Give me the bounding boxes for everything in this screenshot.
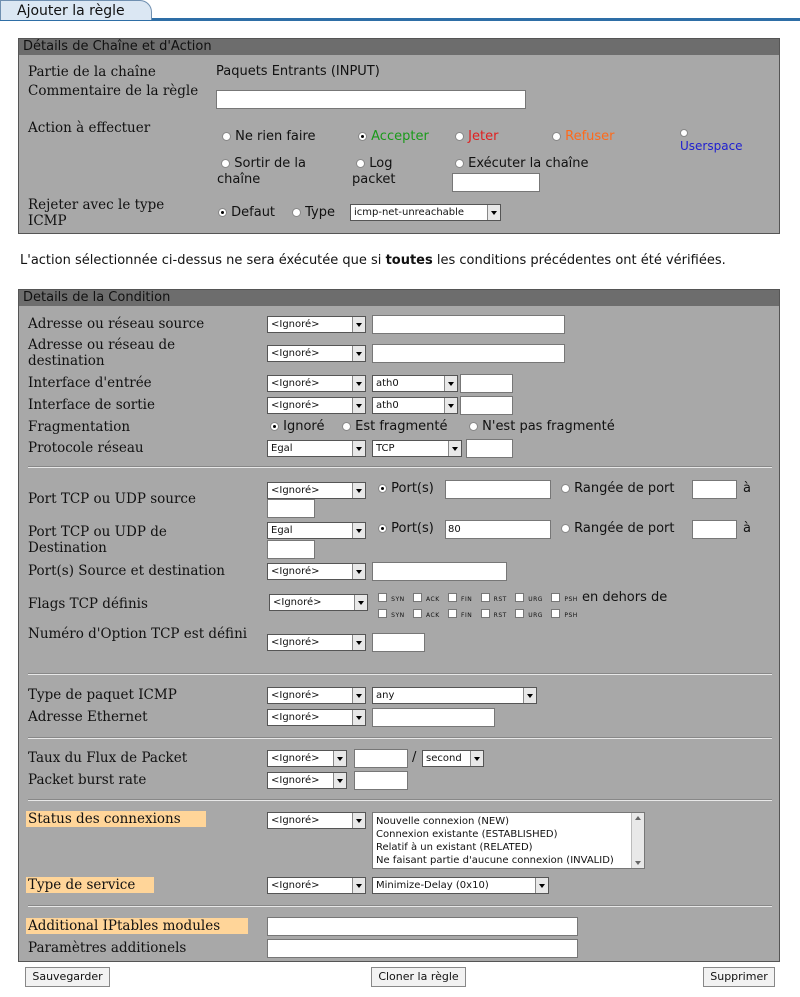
frag-yes-label: Est fragmenté (355, 419, 448, 434)
chevron-down-icon (352, 317, 365, 332)
add-params-label: Paramètres additionels (28, 940, 187, 956)
action-do-nothing-label: Ne rien faire (235, 129, 316, 144)
tab-label: Ajouter la règle (17, 3, 125, 19)
delete-button[interactable]: Supprimer (703, 967, 775, 987)
outside-label: en dehors de (581, 590, 668, 605)
frag-label: Fragmentation (28, 419, 131, 435)
action-drop[interactable] (455, 129, 498, 145)
flag-label: PSH (564, 596, 578, 603)
radio-src-range[interactable] (561, 484, 570, 493)
divider (28, 799, 772, 801)
notice-post: les conditions précédentes ont été vérifiées. (432, 253, 726, 268)
dst-port-mode-select[interactable] (267, 522, 366, 539)
action-log-label: Log packet (352, 156, 396, 187)
action-userspace-label: Userspace (680, 139, 743, 153)
dst-ports-option[interactable] (378, 521, 434, 537)
proto-mode-select[interactable] (267, 440, 366, 457)
eth-addr-input[interactable] (372, 708, 495, 727)
src-port-mode-select[interactable] (267, 482, 366, 499)
chevron-down-icon (354, 595, 367, 610)
comment-input[interactable] (216, 90, 526, 109)
divider (28, 737, 772, 739)
chevron-down-icon (333, 773, 346, 788)
select-value: ath0 (376, 400, 399, 411)
dst-range-from-input[interactable] (692, 520, 737, 539)
chevron-down-icon (352, 813, 365, 828)
add-modules-label: Additional IPtables modules (26, 918, 248, 934)
select-value: second (426, 753, 462, 764)
tcp-flags-label: Flags TCP définis (28, 596, 148, 612)
flag-label: RST (493, 596, 507, 603)
icmp-packet-type-select[interactable] (372, 687, 537, 704)
flag-label: URG (528, 596, 543, 603)
radio-frag-no[interactable] (469, 422, 478, 431)
dst-addr-label: Adresse ou réseau de destination (28, 337, 176, 369)
out-iface-input[interactable] (460, 396, 513, 415)
select-value: <Ignoré> (271, 775, 320, 786)
select-value: TCP (376, 443, 395, 454)
select-value: <Ignoré> (271, 485, 320, 496)
action-exit-chain-label: Sortir de la chaîne (217, 156, 306, 187)
radio-drop[interactable] (455, 132, 464, 141)
select-value: Minimize-Delay (0x10) (376, 880, 489, 891)
dst-addr-mode-select[interactable] (267, 345, 366, 362)
radio-accept[interactable] (358, 132, 367, 141)
radio-userspace[interactable] (680, 129, 688, 137)
tcp-flags-mode-select[interactable] (269, 594, 368, 611)
save-button[interactable]: Sauvegarder (25, 967, 110, 987)
in-iface-mode-select[interactable] (267, 375, 366, 392)
radio-src-ports[interactable] (378, 484, 387, 493)
src-addr-mode-select[interactable] (267, 316, 366, 333)
select-value: <Ignoré> (271, 378, 320, 389)
icmp-type-select[interactable] (350, 204, 501, 221)
select-value: <Ignoré> (271, 319, 320, 330)
chevron-down-icon (535, 878, 548, 893)
radio-frag-ignored[interactable] (270, 422, 279, 431)
tcp-option-mode-select[interactable] (267, 634, 366, 651)
proto-input[interactable] (466, 439, 513, 458)
flag-label: SYN (391, 612, 405, 619)
select-value: <Ignoré> (271, 753, 320, 764)
chain-action-header: Détails de Chaîne et d'Action (19, 39, 779, 55)
proto-label: Protocole réseau (28, 440, 144, 456)
dst-ports-input[interactable] (445, 520, 551, 539)
radio-run-chain[interactable] (455, 159, 464, 168)
icmp-packet-mode-select[interactable] (267, 687, 366, 704)
in-iface-label: Interface d'entrée (28, 375, 152, 391)
flag-label: SYN (391, 596, 405, 603)
flag-checkbox[interactable] (378, 593, 387, 602)
out-iface-label: Interface de sortie (28, 397, 155, 413)
chevron-down-icon (352, 878, 365, 893)
flow-rate-input[interactable] (354, 749, 408, 768)
action-log[interactable] (352, 156, 412, 188)
action-run-chain[interactable] (455, 156, 589, 172)
flag-checkbox[interactable] (481, 609, 490, 618)
select-value: ath0 (376, 378, 399, 389)
src-ports-option[interactable] (378, 481, 434, 497)
icmp-type-label: Type (305, 205, 335, 220)
tos-label: Type de service (26, 877, 154, 893)
action-userspace[interactable] (680, 125, 743, 153)
src-dst-ports-input[interactable] (372, 562, 507, 581)
flag-checkbox[interactable] (413, 593, 422, 602)
eth-addr-mode-select[interactable] (267, 709, 366, 726)
select-value: <Ignoré> (271, 400, 320, 411)
select-value: <Ignoré> (271, 880, 320, 891)
chevron-down-icon (352, 523, 365, 538)
dst-range-label: Rangée de port (574, 521, 675, 536)
out-iface-select[interactable] (372, 397, 458, 414)
chevron-down-icon (448, 441, 461, 456)
icmp-default-label: Defaut (231, 205, 276, 220)
flag-checkbox[interactable] (551, 593, 560, 602)
run-chain-input[interactable] (452, 173, 540, 192)
flag-checkbox[interactable] (448, 593, 457, 602)
src-ports-label: Port(s) (391, 481, 434, 496)
flag-checkbox[interactable] (551, 609, 560, 618)
chevron-down-icon (444, 376, 457, 391)
burst-mode-select[interactable] (267, 772, 347, 789)
chevron-down-icon (352, 635, 365, 650)
flag-label: FIN (461, 612, 473, 619)
select-value: <Ignoré> (271, 348, 320, 359)
notice-bold: toutes (385, 253, 433, 268)
flag-label: RST (493, 612, 507, 619)
action-run-chain-label: Exécuter la chaîne (468, 156, 589, 171)
add-modules-input[interactable] (267, 917, 578, 936)
conn-status-mode-select[interactable] (267, 812, 366, 829)
add-params-input[interactable] (267, 939, 578, 958)
conditions-notice (20, 254, 780, 267)
action-exit-chain[interactable] (217, 156, 327, 188)
icmp-reject-label: Rejeter avec le type ICMP (28, 197, 165, 229)
radio-dst-range[interactable] (561, 524, 570, 533)
chevron-down-icon (352, 688, 365, 703)
slash-separator: / (412, 750, 417, 765)
tcp-flags-row-2 (378, 606, 578, 621)
list-scrollbar[interactable] (631, 813, 644, 868)
burst-label: Packet burst rate (28, 772, 147, 788)
tcp-option-label: Numéro d'Option TCP est défini (28, 626, 248, 642)
action-accept[interactable] (358, 129, 429, 145)
radio-icmp-type[interactable] (292, 208, 301, 217)
flow-rate-mode-select[interactable] (267, 750, 347, 767)
conn-status-label: Status des connexions (26, 811, 206, 827)
chevron-down-icon (352, 710, 365, 725)
dst-range-to-label: à (743, 521, 751, 536)
tos-mode-select[interactable] (267, 877, 366, 894)
divider (28, 466, 772, 468)
frag-ignored-option[interactable] (270, 419, 324, 435)
icmp-packet-type-label: Type de paquet ICMP (28, 687, 177, 703)
chevron-down-icon (470, 751, 483, 766)
proto-select[interactable] (372, 440, 462, 457)
list-item[interactable]: Relatif à un existant (RELATED) (376, 842, 533, 853)
flow-rate-label: Taux du Flux de Packet (28, 750, 188, 766)
src-addr-label: Adresse ou réseau source (28, 316, 205, 332)
flag-label: ACK (426, 612, 440, 619)
condition-header: Details de la Condition (19, 290, 779, 306)
in-iface-select[interactable] (372, 375, 458, 392)
divider (28, 905, 772, 907)
src-range-to-input[interactable] (267, 499, 315, 518)
chevron-down-icon (444, 398, 457, 413)
dst-ports-label: Port(s) (391, 521, 434, 536)
dst-range-to-input[interactable] (267, 540, 315, 559)
action-reject-label: Refuser (565, 129, 615, 144)
select-value: <Ignoré> (273, 597, 322, 608)
select-value: any (376, 690, 395, 701)
divider (28, 673, 772, 675)
flag-checkbox[interactable] (515, 609, 524, 618)
src-range-label: Rangée de port (574, 481, 675, 496)
chevron-down-icon (352, 398, 365, 413)
chain-part-label: Partie de la chaîne (28, 64, 156, 80)
flag-label: URG (528, 612, 543, 619)
icmp-default-option[interactable] (218, 205, 275, 221)
list-item[interactable]: Ne faisant partie d'aucune connexion (INVALID) (376, 855, 614, 866)
radio-log[interactable] (356, 159, 365, 168)
radio-do-nothing[interactable] (222, 132, 231, 141)
icmp-type-option[interactable] (292, 205, 335, 221)
action-drop-label: Jeter (468, 129, 499, 144)
radio-icmp-default[interactable] (218, 208, 227, 217)
notice-pre: L'action sélectionnée ci-dessus ne sera éxécutée que si (20, 253, 386, 268)
flag-checkbox[interactable] (515, 593, 524, 602)
chevron-down-icon (487, 205, 500, 220)
tcp-option-input[interactable] (372, 633, 425, 652)
tos-select[interactable] (372, 877, 549, 894)
frag-ignored-label: Ignoré (283, 419, 325, 434)
flag-checkbox[interactable] (378, 609, 387, 618)
radio-frag-yes[interactable] (342, 422, 351, 431)
radio-reject[interactable] (552, 132, 561, 141)
frag-no-option[interactable] (469, 419, 615, 435)
icmp-type-select-value: icmp-net-unreachable (354, 207, 465, 218)
chain-part-value: Paquets Entrants (INPUT) (216, 64, 380, 79)
list-item[interactable]: Connexion existante (ESTABLISHED) (376, 829, 558, 840)
frag-no-label: N'est pas fragmenté (482, 419, 615, 434)
chevron-down-icon (333, 751, 346, 766)
select-value: Egal (271, 443, 293, 454)
flag-label: PSH (564, 612, 578, 619)
chevron-down-icon (352, 346, 365, 361)
chevron-down-icon (523, 688, 536, 703)
chevron-down-icon (352, 441, 365, 456)
chevron-down-icon (352, 483, 365, 498)
dst-port-label: Port TCP ou UDP de Destination (28, 524, 167, 556)
in-iface-input[interactable] (460, 374, 513, 393)
radio-dst-ports[interactable] (378, 524, 387, 533)
chevron-down-icon (352, 564, 365, 579)
clone-rule-button[interactable]: Cloner la règle (371, 967, 466, 987)
src-ports-input[interactable] (445, 480, 551, 499)
radio-exit-chain[interactable] (221, 159, 230, 168)
conn-status-list[interactable] (372, 812, 645, 869)
chevron-down-icon (352, 376, 365, 391)
src-port-label: Port TCP ou UDP source (28, 491, 196, 507)
burst-input[interactable] (354, 771, 408, 790)
out-iface-mode-select[interactable] (267, 397, 366, 414)
flag-label: ACK (426, 596, 440, 603)
select-value: <Ignoré> (271, 566, 320, 577)
action-reject[interactable] (552, 129, 615, 145)
select-value: Egal (271, 525, 293, 536)
action-do-nothing[interactable] (222, 129, 316, 145)
rate-unit-select[interactable] (422, 750, 484, 767)
comment-label: Commentaire de la règle (28, 83, 199, 99)
src-addr-input[interactable] (372, 315, 565, 334)
flag-checkbox[interactable] (481, 593, 490, 602)
select-value: <Ignoré> (271, 712, 320, 723)
action-accept-label: Accepter (371, 129, 429, 144)
tcp-flags-row-1 (378, 590, 667, 605)
dst-addr-input[interactable] (372, 344, 565, 363)
select-value: <Ignoré> (271, 637, 320, 648)
tab-add-rule[interactable] (0, 0, 152, 20)
src-range-option[interactable] (561, 481, 675, 497)
src-dst-ports-label: Port(s) Source et destination (28, 563, 225, 579)
action-label: Action à effectuer (28, 120, 151, 136)
eth-addr-label: Adresse Ethernet (28, 709, 148, 725)
select-value: <Ignoré> (271, 690, 320, 701)
flag-label: FIN (461, 596, 473, 603)
flag-checkbox[interactable] (413, 609, 422, 618)
src-range-from-input[interactable] (692, 480, 737, 499)
dst-range-option[interactable] (561, 521, 675, 537)
src-range-to-label: à (743, 481, 751, 496)
select-value: <Ignoré> (271, 815, 320, 826)
flag-checkbox[interactable] (448, 609, 457, 618)
dst-ports-value: 80 (448, 524, 461, 535)
list-item[interactable]: Nouvelle connexion (NEW) (376, 816, 509, 827)
src-dst-ports-mode-select[interactable] (267, 563, 366, 580)
frag-yes-option[interactable] (342, 419, 448, 435)
